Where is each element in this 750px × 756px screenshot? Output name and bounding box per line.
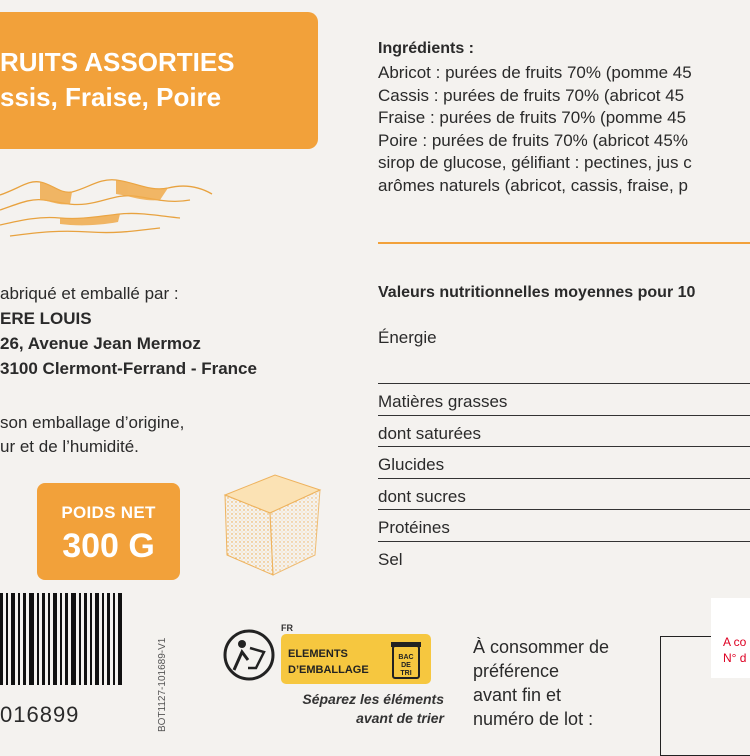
product-variants: ssis, Fraise, Poire [0,82,222,112]
net-weight-value: 300 G [62,527,155,565]
nutrition-row: dont saturées [378,424,482,443]
best-before-line-4: numéro de lot : [473,709,594,729]
section-divider [378,242,750,244]
sorting-instruction [264,690,444,728]
svg-text:DE: DE [401,662,411,669]
mountains-illustration [0,170,215,250]
nutrition-title: Valeurs nutritionnelles moyennes pour 10 [378,284,696,301]
packaging-line-2: D’EMBALLAGE [288,664,369,676]
storage-line-1: son emballage d’origine, [0,413,185,432]
ingredient-line: arômes naturels (abricot, cassis, fraise, p [378,175,688,195]
table-divider [378,541,750,542]
table-divider [378,509,750,510]
table-divider [378,446,750,447]
packaging-label-text [288,646,369,678]
ingredients-title: Ingrédients : [378,40,475,57]
net-weight-label: POIDS NET [61,503,156,522]
ingredients-list [378,62,692,197]
ingredient-line: sirop de glucose, gélifiant : pectines, jus c [378,153,692,172]
barcode-image [0,593,123,685]
table-divider [378,478,750,479]
best-before-line-3: avant fin et [473,685,562,705]
nutrition-row: Matières grasses [378,392,508,411]
svg-text:BAC: BAC [398,654,414,661]
best-before-text [473,635,609,731]
nutrition-row: Glucides [378,455,445,474]
triman-recycle-icon [222,628,276,682]
sorting-line-2: avant de trier [356,710,444,726]
best-before-line-2: préférence [473,661,560,681]
manufacturer-label: abriqué et emballé par : [0,284,179,303]
manufacturer-city: 3100 Clermont-Ferrand - France [0,359,257,378]
nutrition-row: dont sucres [378,487,466,506]
nutrition-row: Protéines [378,518,450,537]
lot-sticker-text [723,634,746,666]
ingredient-line: Abricot : purées de fruits 70% (pomme 45 [378,63,692,82]
nutrition-energy-label: Énergie [378,328,437,347]
recycling-bin-icon [391,640,421,680]
net-weight-badge [37,483,180,580]
manufacturer-block [0,281,257,381]
ingredient-line: Fraise : purées de fruits 70% (pomme 45 [378,108,687,127]
storage-instructions [0,411,184,459]
sorting-line-1: Séparez les éléments [302,691,444,707]
manufacturer-name: ERE LOUIS [0,309,92,328]
fruit-jelly-cube-illustration [215,465,325,580]
packaging-line-1: ELEMENTS [288,648,348,660]
best-before-line-1: À consommer de [473,637,610,657]
country-code: FR [281,623,293,633]
barcode-digits: 016899 [0,702,80,727]
svg-text:TRI: TRI [400,670,412,677]
product-title-banner [0,12,318,149]
ingredient-line: Cassis : purées de fruits 70% (abricot 45 [378,85,685,105]
storage-line-2: ur et de l’humidité. [0,437,139,456]
lot-line-2: N° d [723,651,747,665]
ingredient-line: Poire : purées de fruits 70% (abricot 45% [378,130,688,150]
manufacturer-street: 26, Avenue Jean Mermoz [0,334,201,353]
nutrition-row: Sel [378,550,403,569]
product-code: BOT1127-101689-V1 [157,637,168,732]
product-title: RUITS ASSORTIES [0,47,235,77]
table-divider [378,383,750,384]
lot-line-1: A co [723,635,747,649]
table-divider [378,415,750,416]
